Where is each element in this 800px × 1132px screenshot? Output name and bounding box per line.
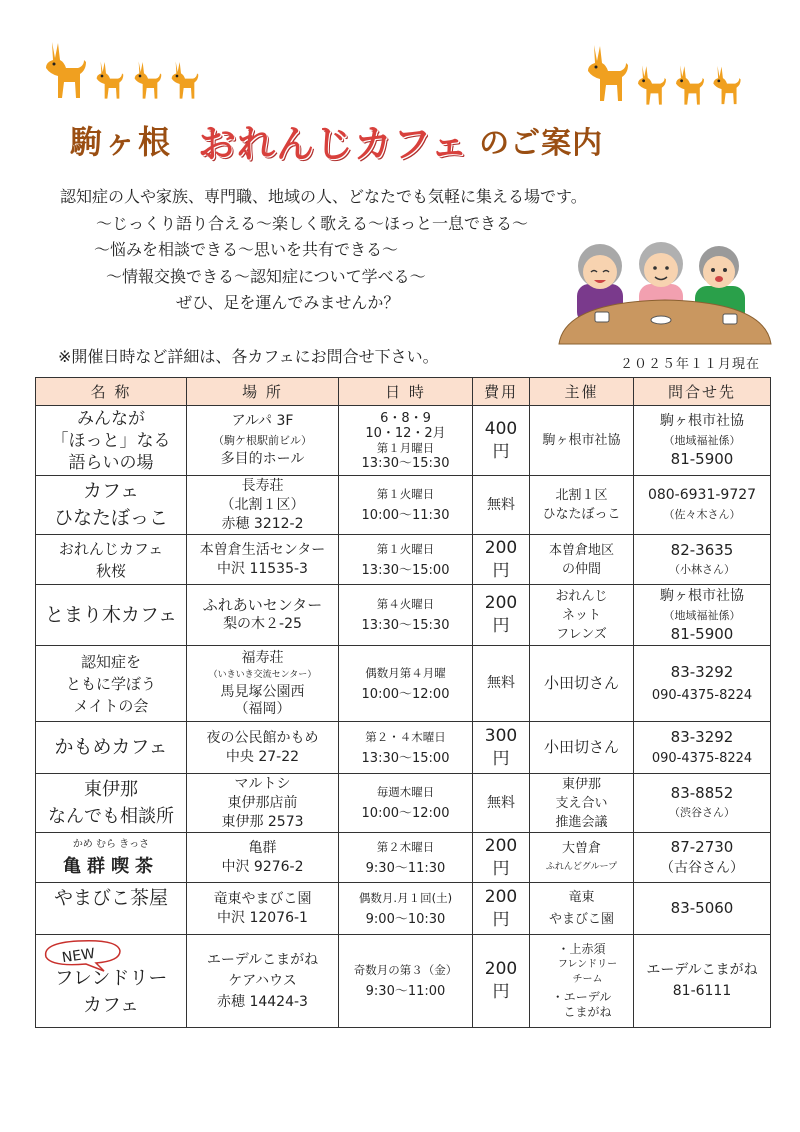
cafe-fee: [473, 935, 530, 1028]
fee-amount: 200: [484, 537, 518, 558]
location-line: ケアハウス: [228, 972, 297, 989]
cafe-organizer: [530, 833, 634, 883]
location-line: （北割１区）: [220, 496, 305, 513]
donkey-icon: [674, 64, 706, 106]
as-of-date: ２０２５年１１月現在: [620, 357, 761, 372]
organizer-line: 小田切さん: [543, 738, 619, 756]
intro-line: ～情報交換できる～認知症について学べる～: [106, 266, 426, 286]
fee-unit: 円: [492, 982, 510, 1002]
cafe-datetime: [339, 535, 473, 585]
location-line: 中央 27-22: [225, 748, 300, 765]
cafe-table: [35, 377, 771, 1028]
location-line: 中沢 9276-2: [221, 858, 304, 875]
elderly-people-illustration: [555, 222, 775, 347]
datetime-line: 13:30～15:00: [361, 562, 450, 578]
fee-amount: 400: [484, 418, 518, 439]
table-header-row: [36, 378, 771, 406]
cafe-fee: [473, 646, 530, 722]
cafe-fee: [473, 585, 530, 646]
contact-phone: 83-3292: [670, 662, 734, 681]
cafe-name: [36, 722, 187, 774]
datetime-line: 13:30～15:30: [361, 455, 450, 471]
location-line: 多目的ホール: [220, 451, 305, 467]
donkey-icon: [170, 60, 200, 100]
intro-text: [60, 184, 587, 317]
name-line: 亀群喫茶: [63, 855, 159, 877]
donkey-icon: [44, 40, 88, 100]
datetime-line: 9:30～11:00: [365, 984, 446, 999]
datetime-line: 13:30～15:00: [361, 750, 450, 766]
contact-line: （渋谷さん）: [669, 806, 735, 819]
datetime-line: 偶数月.月１回(土): [358, 890, 453, 905]
table-row: [36, 774, 771, 833]
organizer-line: 竜東: [568, 889, 595, 905]
organizer-line: チーム: [572, 974, 603, 985]
name-line: なんでも相談所: [48, 806, 174, 827]
contact-line: （小林さん）: [669, 562, 735, 576]
location-line: 竜東やまびこ園: [213, 890, 312, 907]
datetime-line: 9:00～10:30: [365, 911, 446, 927]
location-line: 長寿荘: [241, 477, 284, 494]
contact-phone: 090-4375-8224: [651, 750, 753, 766]
location-line: 亀群: [248, 839, 277, 856]
name-line: フレンドリー: [54, 967, 168, 989]
fee-amount: 200: [484, 886, 518, 907]
cafe-organizer: [530, 774, 634, 833]
cafe-location: [187, 774, 339, 833]
table-row: [36, 722, 771, 774]
cafe-datetime: [339, 585, 473, 646]
cafe-contact: [634, 535, 771, 585]
datetime-line: 第４火曜日: [376, 597, 435, 611]
cafe-name: [36, 535, 187, 585]
fee-amount: 200: [484, 835, 518, 856]
organizer-line: やまびこ園: [548, 911, 614, 927]
cafe-contact: [634, 585, 771, 646]
cafe-datetime: [339, 883, 473, 935]
cafe-contact: [634, 935, 771, 1028]
organizer-line: 東伊那: [561, 776, 601, 792]
cafe-organizer: [530, 585, 634, 646]
cafe-name: [36, 883, 187, 935]
location-line: 東伊那 2573: [221, 813, 304, 830]
location-line: （福岡）: [234, 700, 291, 717]
intro-line: ぜひ、足を運んでみませんか？: [176, 293, 400, 312]
cafe-fee: [473, 535, 530, 585]
cafe-fee: [473, 833, 530, 883]
cafe-contact: [634, 406, 771, 476]
intro-line: ～じっくり語り合える～楽しく歌える～ほっと一息できる～: [96, 213, 529, 233]
donkey-icon: [712, 64, 742, 106]
datetime-line: 10・12・2月: [365, 425, 446, 441]
table-row: [36, 406, 771, 476]
organizer-line: ・エーデル: [551, 990, 612, 1004]
cafe-datetime: [339, 833, 473, 883]
intro-line: 認知症の人や家族、専門職、地域の人、どなたでも気軽に集える場です。: [60, 187, 587, 206]
organizer-line: 推進会議: [555, 814, 608, 830]
name-line: 語らいの場: [68, 452, 154, 473]
datetime-line: 第１火曜日: [376, 487, 435, 501]
name-furigana: かめ むら きっさ: [72, 838, 150, 850]
name-line: やまびこ茶屋: [53, 887, 168, 909]
col-header-fee: 費用: [473, 378, 530, 406]
donkey-decoration-left: [44, 40, 200, 100]
name-line: ともに学ぼう: [65, 674, 156, 693]
cafe-name: [36, 774, 187, 833]
datetime-line: 10:00～12:00: [361, 806, 450, 821]
datetime-line: 偶数月第４月曜: [365, 665, 446, 680]
location-line: 赤穂 3212-2: [221, 515, 304, 532]
organizer-line: 小田切さん: [543, 674, 619, 692]
cafe-location: [187, 646, 339, 722]
intro-line: ～悩みを相談できる～思いを共有できる～: [94, 240, 399, 259]
organizer-line: ふれんどグループ: [545, 861, 618, 872]
location-line: 馬見塚公園西: [220, 683, 305, 700]
table-row: [36, 476, 771, 535]
name-line: 秋桜: [95, 561, 126, 580]
table-row: [36, 883, 771, 935]
contact-line: （古谷さん）: [660, 859, 744, 876]
organizer-line: ひなたぼっこ: [542, 507, 621, 522]
cafe-name: [36, 833, 187, 883]
contact-line: （地域福祉係）: [663, 608, 741, 622]
cafe-datetime: [339, 722, 473, 774]
name-line: カフェ: [82, 994, 140, 1016]
cafe-contact: [634, 476, 771, 535]
contact-line: （佐々木さん）: [663, 508, 741, 521]
cafe-organizer: [530, 935, 634, 1028]
table-row: [36, 535, 771, 585]
cafe-location: [187, 476, 339, 535]
name-line: 「ほっと」なる: [51, 430, 171, 451]
contact-phone: 82-3635: [670, 540, 734, 559]
fee-amount: 200: [484, 959, 518, 979]
organizer-line: 駒ヶ根市社協: [542, 433, 621, 448]
fee-unit: 円: [492, 909, 510, 930]
location-line: ふれあいセンター: [202, 596, 323, 614]
cafe-fee: [473, 476, 530, 535]
table-row: [36, 935, 771, 1028]
cafe-organizer: [530, 476, 634, 535]
name-line: メイトの会: [73, 696, 149, 715]
fee-unit: 円: [492, 858, 510, 879]
cafe-contact: [634, 722, 771, 774]
datetime-line: 第２木曜日: [376, 839, 435, 854]
cafe-fee: [473, 774, 530, 833]
title-guide: のご案内: [479, 126, 604, 161]
cafe-organizer: [530, 883, 634, 935]
name-line: とまり木カフェ: [44, 603, 178, 626]
donkey-icon: [94, 60, 126, 100]
fee-amount: 300: [484, 725, 518, 746]
datetime-line: 奇数月の第３（金）: [353, 963, 458, 977]
fee-amount: 無料: [487, 675, 515, 691]
table-row: [36, 585, 771, 646]
fee-unit: 円: [492, 748, 510, 769]
name-line: おれんじカフェ: [58, 539, 164, 558]
datetime-line: 第１火曜日: [376, 541, 435, 556]
organizer-line: おれんじ: [555, 588, 608, 604]
name-line: みんなが: [77, 408, 145, 429]
cafe-contact: [634, 833, 771, 883]
cafe-location: [187, 585, 339, 646]
contact-phone: 83-3292: [670, 727, 734, 746]
cafe-organizer: [530, 722, 634, 774]
cafe-datetime: [339, 406, 473, 476]
name-line: ひなたぼっこ: [53, 507, 168, 529]
location-line: 赤穂 14424-3: [217, 993, 308, 1010]
datetime-line: 毎週木曜日: [376, 785, 435, 799]
fee-amount: 無料: [487, 496, 515, 513]
col-header-organizer: 主催: [530, 378, 634, 406]
cafe-location: [187, 722, 339, 774]
fee-amount: 無料: [487, 794, 515, 811]
cafe-name: [36, 935, 187, 1028]
datetime-line: 10:00～11:30: [361, 508, 450, 523]
contact-phone: 81-5900: [670, 624, 734, 643]
organizer-line: の仲間: [561, 561, 601, 577]
cafe-datetime: [339, 935, 473, 1028]
cafe-organizer: [530, 535, 634, 585]
location-line: マルトシ: [234, 775, 291, 792]
location-line: 福寿荘: [241, 649, 284, 666]
fee-unit: 円: [492, 560, 510, 581]
table-row: [36, 646, 771, 722]
organizer-line: 北割１区: [555, 488, 608, 503]
name-line: 東伊那: [84, 779, 138, 800]
location-line: 夜の公民館かもめ: [206, 729, 319, 746]
location-line: （駒ケ根駅前ビル）: [213, 434, 312, 447]
table-row: [36, 833, 771, 883]
contact-phone: 090-4375-8224: [651, 687, 753, 703]
location-line: エーデルこまがね: [206, 951, 319, 968]
cafe-contact: [634, 774, 771, 833]
contact-phone: 83-5060: [670, 899, 734, 917]
organizer-line: 支え合い: [555, 795, 608, 811]
cafe-fee: [473, 883, 530, 935]
location-line: アルパ 3F: [231, 413, 294, 429]
cafe-name: [36, 585, 187, 646]
fee-amount: 200: [484, 593, 518, 613]
name-line: 認知症を: [80, 652, 141, 671]
contact-phone: 87-2730: [670, 837, 734, 856]
title-orange-cafe: おれんじカフェ: [198, 121, 470, 166]
cafe-name: [36, 646, 187, 722]
title-komagane: 駒ヶ根: [70, 123, 173, 161]
donkey-decoration-right: [586, 40, 742, 106]
cafe-location: [187, 535, 339, 585]
cafe-location: [187, 406, 339, 476]
location-line: 東伊那店前: [227, 794, 298, 811]
datetime-line: 第２・４木曜日: [365, 729, 446, 744]
contact-line: （地域福祉係）: [663, 434, 741, 447]
location-line: 本曽倉生活センター: [199, 541, 326, 558]
organizer-line: 本曽倉地区: [548, 542, 614, 558]
datetime-line: 9:30～11:30: [365, 860, 446, 876]
location-line: 梨の木２-25: [223, 616, 302, 632]
organizer-line: フレンズ: [556, 626, 607, 642]
organizer-line: ・上赤須: [557, 942, 606, 956]
cafe-fee: [473, 722, 530, 774]
cafe-datetime: [339, 476, 473, 535]
notice-text: ※開催日時など詳細は、各カフェにお問合せ下さい。: [58, 347, 439, 366]
location-line: 中沢 11535-3: [217, 560, 308, 577]
datetime-line: 6・8・9: [380, 410, 431, 426]
cafe-fee: [473, 406, 530, 476]
cafe-contact: [634, 646, 771, 722]
col-header-location: 場 所: [187, 378, 339, 406]
cafe-location: [187, 833, 339, 883]
donkey-icon: [586, 40, 630, 106]
name-line: かもめカフェ: [54, 736, 168, 758]
cafe-datetime: [339, 646, 473, 722]
col-header-datetime: 日 時: [339, 378, 473, 406]
datetime-line: 13:30～15:30: [361, 618, 450, 633]
datetime-line: 第１月曜日: [376, 440, 435, 455]
organizer-line: ネット: [561, 607, 601, 623]
cafe-datetime: [339, 774, 473, 833]
contact-line: 駒ヶ根市社協: [660, 413, 744, 429]
col-header-name: 名 称: [36, 378, 187, 406]
fee-unit: 円: [492, 616, 510, 636]
contact-line: 駒ヶ根市社協: [660, 587, 744, 604]
new-badge: NEW: [60, 945, 97, 967]
organizer-line: フレンドリー: [557, 959, 618, 970]
contact-phone: 080-6931-9727: [647, 487, 757, 503]
organizer-line: こまがね: [563, 1005, 612, 1019]
cafe-name: [36, 406, 187, 476]
cafe-organizer: [530, 406, 634, 476]
col-header-contact: 問合せ先: [634, 378, 771, 406]
cafe-organizer: [530, 646, 634, 722]
contact-phone: 81-5900: [670, 450, 734, 468]
datetime-line: 10:00～12:00: [361, 686, 450, 702]
location-line: 中沢 12076-1: [217, 909, 308, 926]
cafe-location: [187, 883, 339, 935]
cafe-name: [36, 476, 187, 535]
cafe-contact: [634, 883, 771, 935]
name-line: カフェ: [82, 480, 140, 502]
donkey-icon: [636, 64, 668, 106]
contact-phone: 83-8852: [670, 784, 734, 802]
fee-unit: 円: [492, 441, 510, 462]
location-line: （いきいき交流センター）: [208, 669, 317, 680]
donkey-icon: [132, 60, 164, 100]
contact-phone: 81-6111: [672, 983, 732, 999]
cafe-location: [187, 935, 339, 1028]
page-title: [70, 112, 603, 168]
contact-line: エーデルこまがね: [646, 962, 758, 978]
organizer-line: 大曽倉: [561, 840, 601, 856]
